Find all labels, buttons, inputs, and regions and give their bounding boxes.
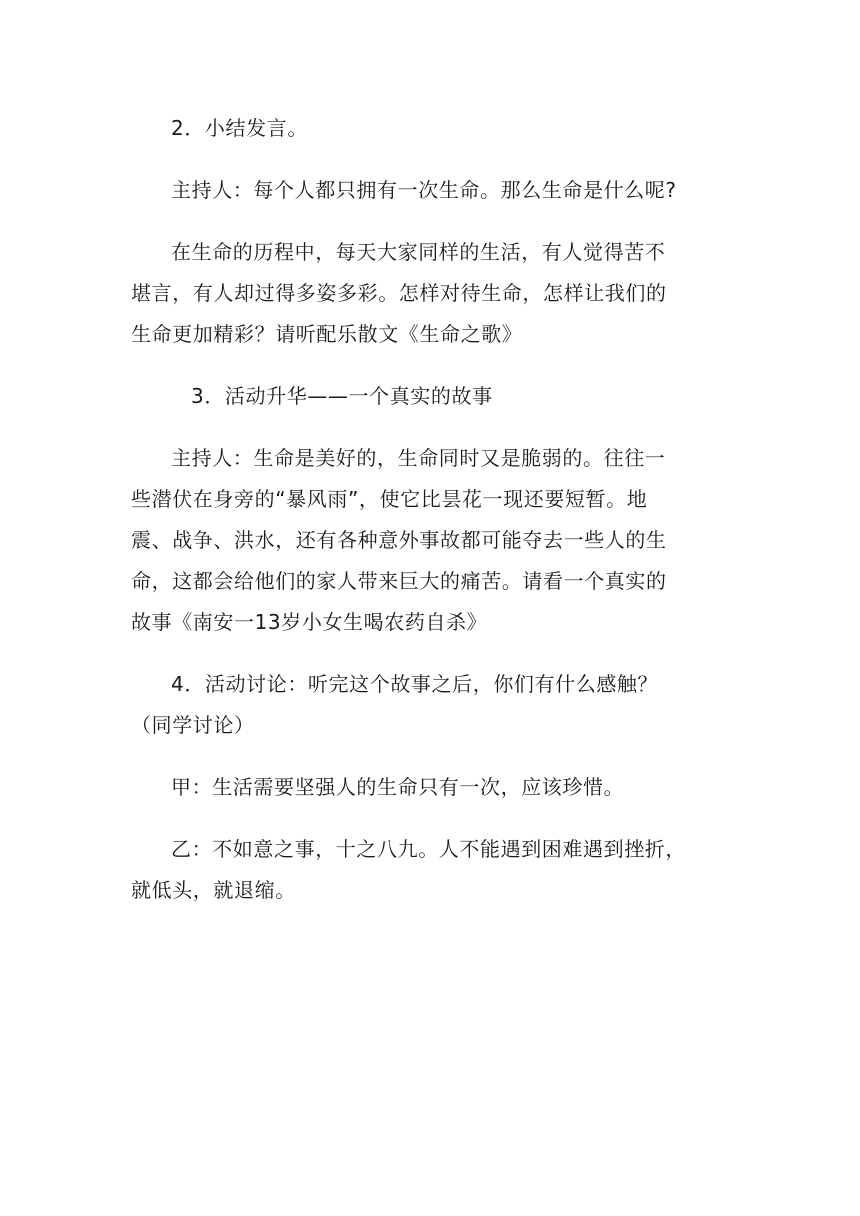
document-body <box>131 108 731 911</box>
paragraph-student-a <box>131 767 731 808</box>
paragraph-student-b <box>131 829 731 911</box>
text-line: 主持人：每个人都只拥有一次生命。那么生命是什么呢? <box>171 178 677 202</box>
paragraph-host-question <box>131 170 731 211</box>
text-line: 故事《南安一13岁小女生喝农药自杀》 <box>131 610 488 634</box>
paragraph-discussion <box>131 664 731 746</box>
text-line: 2．小结发言。 <box>171 116 308 140</box>
text-line: 就低头，就退缩。 <box>131 878 296 902</box>
text-line: 主持人：生命是美好的，生命同时又是脆弱的。往往一 <box>171 446 666 470</box>
text-line: 3．活动升华——一个真实的故事 <box>191 384 493 408</box>
text-line: 命，这都会给他们的家人带来巨大的痛苦。请看一个真实的 <box>131 569 667 593</box>
text-line: 震、战争、洪水，还有各种意外事故都可能夺去一些人的生 <box>131 528 667 552</box>
text-line: 甲：生活需要坚强人的生命只有一次，应该珍惜。 <box>171 775 625 799</box>
text-line: 生命更加精彩？请听配乐散文《生命之歌》 <box>131 322 523 346</box>
text-line: 些潜伏在身旁的“暴风雨”，使它比昙花一现还要短暂。地 <box>131 487 648 511</box>
text-line: 堪言，有人却过得多姿多彩。怎样对待生命，怎样让我们的 <box>131 281 667 305</box>
text-line: 4．活动讨论：听完这个故事之后，你们有什么感触？ <box>171 672 659 696</box>
text-line: 在生命的历程中，每天大家同样的生活，有人觉得苦不 <box>171 240 666 264</box>
paragraph-host-story <box>131 438 731 643</box>
text-line: （同学讨论） <box>131 713 255 737</box>
paragraph-activity-heading <box>131 376 731 417</box>
text-line: 乙：不如意之事，十之八九。人不能遇到困难遇到挫折， <box>171 837 686 861</box>
paragraph-summary-heading <box>131 108 731 149</box>
paragraph-life-course <box>131 232 731 355</box>
